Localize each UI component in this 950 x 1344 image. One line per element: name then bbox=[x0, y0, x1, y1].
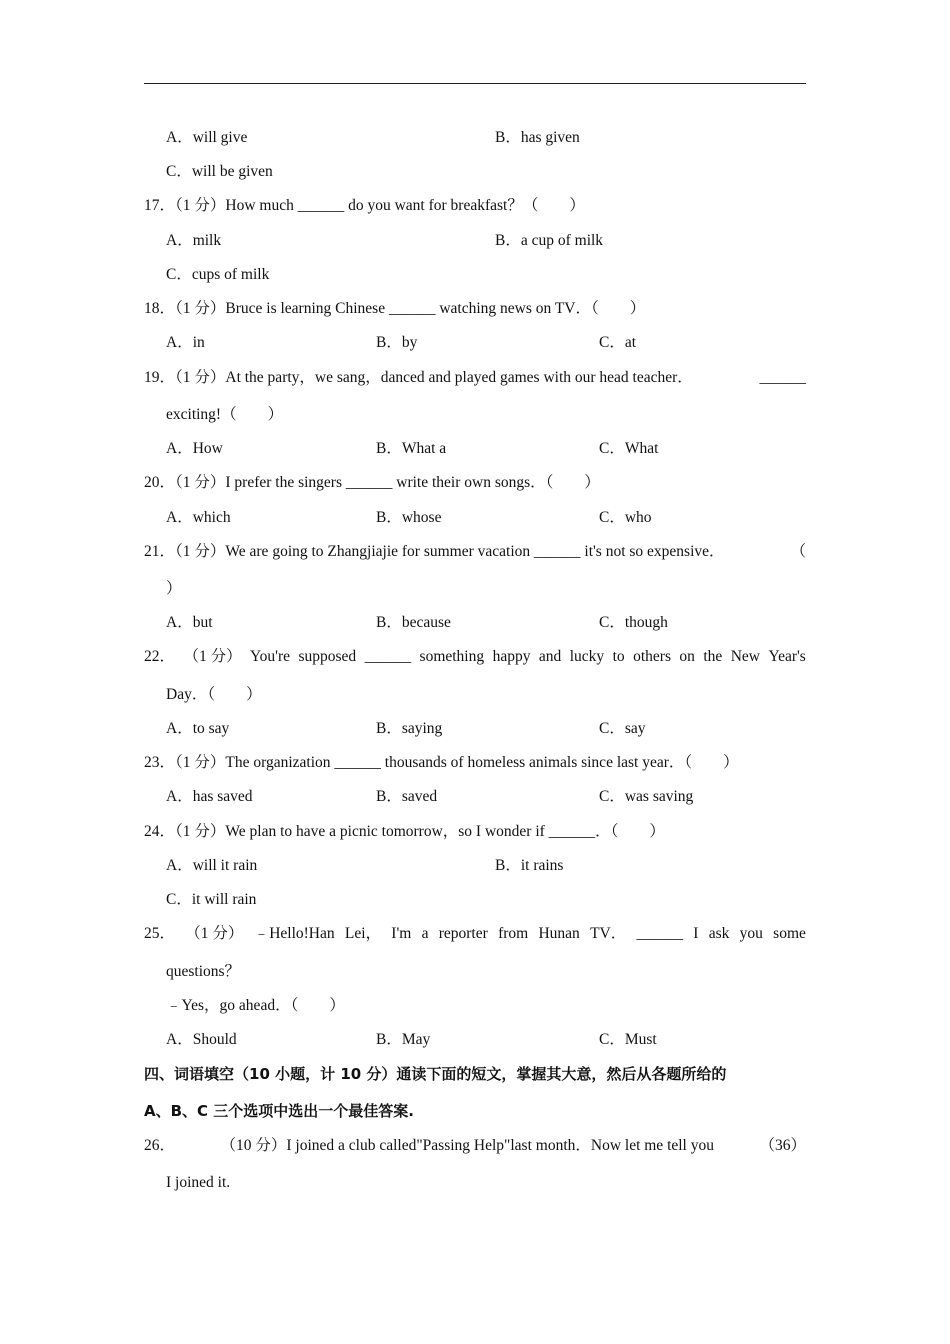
q21-stem bbox=[144, 542, 806, 562]
q22-word: others bbox=[633, 648, 671, 665]
q19-stem-continued: exciting!（ ） bbox=[166, 406, 284, 423]
q25-option-c[interactable]: C．Must bbox=[599, 1031, 657, 1048]
q19-stem bbox=[144, 368, 806, 388]
q17-stem: 17．（1 分）How much ______ do you want for breakfast？（ ） bbox=[144, 197, 585, 214]
q22-word: lucky bbox=[569, 648, 605, 665]
q26-stem-continued: I joined it. bbox=[166, 1174, 231, 1191]
q17-option-c[interactable]: C．cups of milk bbox=[166, 266, 270, 283]
q22-word: ______ bbox=[364, 648, 412, 665]
q17-option-a[interactable]: A．milk bbox=[166, 232, 222, 249]
q25-option-a[interactable]: A．Should bbox=[166, 1031, 237, 1048]
q22-word: 22． bbox=[144, 648, 176, 665]
q25-stem bbox=[144, 924, 806, 944]
q22-stem-continued: Day．（ ） bbox=[166, 686, 262, 703]
q19-option-c[interactable]: C．What bbox=[599, 440, 659, 457]
q24-option-c[interactable]: C．it will rain bbox=[166, 891, 257, 908]
q22-word: the bbox=[703, 648, 723, 665]
q20-option-b[interactable]: B．whose bbox=[376, 509, 442, 526]
q24-option-a[interactable]: A．will it rain bbox=[166, 857, 258, 874]
q25-word: some bbox=[773, 925, 806, 942]
q25-word: Lei， bbox=[344, 925, 382, 942]
q16-option-c[interactable]: C．will be given bbox=[166, 163, 273, 180]
q25-stem-continued: questions？ bbox=[166, 963, 241, 980]
q18-option-c[interactable]: C．at bbox=[599, 334, 637, 351]
q21-option-a[interactable]: A．but bbox=[166, 614, 213, 631]
q22-word: （1 分） bbox=[183, 648, 242, 665]
q21-stem-text: 21．（1 分）We are going to Zhangjiajie for summer vacation ______ it's not so expensive． bbox=[144, 543, 725, 560]
q22-word: happy bbox=[492, 648, 531, 665]
q21-option-c[interactable]: C．though bbox=[599, 614, 668, 631]
q19-stem-blank: ______ bbox=[759, 369, 806, 386]
q22-word: and bbox=[538, 648, 562, 665]
section-4-heading-continued: A、B、C 三个选项中选出一个最佳答案. bbox=[144, 1102, 414, 1120]
q23-option-a[interactable]: A．has saved bbox=[166, 788, 253, 805]
q22-word: New bbox=[730, 648, 761, 665]
q25-word: from bbox=[498, 925, 529, 942]
q25-word: I bbox=[693, 925, 699, 942]
q20-option-a[interactable]: A．which bbox=[166, 509, 231, 526]
q26-number: 26． bbox=[144, 1137, 176, 1154]
q25-word: 25． bbox=[144, 925, 176, 942]
q18-option-b[interactable]: B．by bbox=[376, 334, 418, 351]
q21-stem-paren-open: （ bbox=[790, 543, 806, 560]
q25-word: ﹣Hello!Han bbox=[253, 925, 335, 942]
q26-blank-36: （36） bbox=[759, 1137, 806, 1154]
q22-option-b[interactable]: B．saying bbox=[376, 720, 443, 737]
q19-option-a[interactable]: A．How bbox=[166, 440, 223, 457]
q21-option-b[interactable]: B．because bbox=[376, 614, 451, 631]
q25-word: Hunan bbox=[538, 925, 580, 942]
section-4-heading: 四、词语填空（10 小题，计 10 分）通读下面的短文，掌握其大意，然后从各题所给的 bbox=[144, 1065, 727, 1083]
q18-option-a[interactable]: A．in bbox=[166, 334, 205, 351]
q23-option-b[interactable]: B．saved bbox=[376, 788, 438, 805]
q22-word: on bbox=[679, 648, 695, 665]
q25-word: reporter bbox=[438, 925, 488, 942]
q25-word: ask bbox=[708, 925, 730, 942]
q16-option-a[interactable]: A．will give bbox=[166, 129, 248, 146]
q16-option-b[interactable]: B．has given bbox=[495, 129, 580, 146]
header-rule bbox=[144, 83, 806, 84]
q22-word: Year's bbox=[768, 648, 806, 665]
q25-word: you bbox=[739, 925, 763, 942]
q25-word: a bbox=[421, 925, 429, 942]
q24-stem: 24．（1 分）We plan to have a picnic tomorrow，so I wonder if ______．（ ） bbox=[144, 823, 665, 840]
q22-option-c[interactable]: C．say bbox=[599, 720, 646, 737]
q26-stem-text: （10 分）I joined a club called"Passing Help"last month．Now let me tell you bbox=[220, 1137, 714, 1154]
q25-option-b[interactable]: B．May bbox=[376, 1031, 431, 1048]
q19-option-b[interactable]: B．What a bbox=[376, 440, 447, 457]
q18-stem: 18．（1 分）Bruce is learning Chinese ______ watching news on TV．（ ） bbox=[144, 300, 646, 317]
q22-word: You're bbox=[250, 648, 291, 665]
q20-option-c[interactable]: C．who bbox=[599, 509, 652, 526]
q19-stem-text: 19．（1 分）At the party，we sang，danced and played games with our head teacher． bbox=[144, 369, 693, 386]
q22-word: something bbox=[419, 648, 485, 665]
q25-reply: ﹣Yes，go ahead．（ ） bbox=[166, 997, 345, 1014]
q25-word: （1 分） bbox=[185, 925, 244, 942]
q20-stem: 20．（1 分）I prefer the singers ______ write their own songs．（ ） bbox=[144, 474, 600, 491]
q22-option-a[interactable]: A．to say bbox=[166, 720, 230, 737]
q21-stem-continued: ） bbox=[166, 580, 182, 597]
q23-stem: 23．（1 分）The organization ______ thousands of homeless animals since last year．（ ） bbox=[144, 754, 739, 771]
q25-word: ______ bbox=[636, 925, 683, 942]
q22-word: to bbox=[612, 648, 625, 665]
q25-word: I'm bbox=[391, 925, 412, 942]
q22-word: supposed bbox=[298, 648, 357, 665]
q24-option-b[interactable]: B．it rains bbox=[495, 857, 564, 874]
q23-option-c[interactable]: C．was saving bbox=[599, 788, 694, 805]
q26-stem bbox=[144, 1136, 806, 1156]
q22-stem bbox=[144, 647, 806, 667]
q17-option-b[interactable]: B．a cup of milk bbox=[495, 232, 604, 249]
q25-word: TV． bbox=[590, 925, 627, 942]
